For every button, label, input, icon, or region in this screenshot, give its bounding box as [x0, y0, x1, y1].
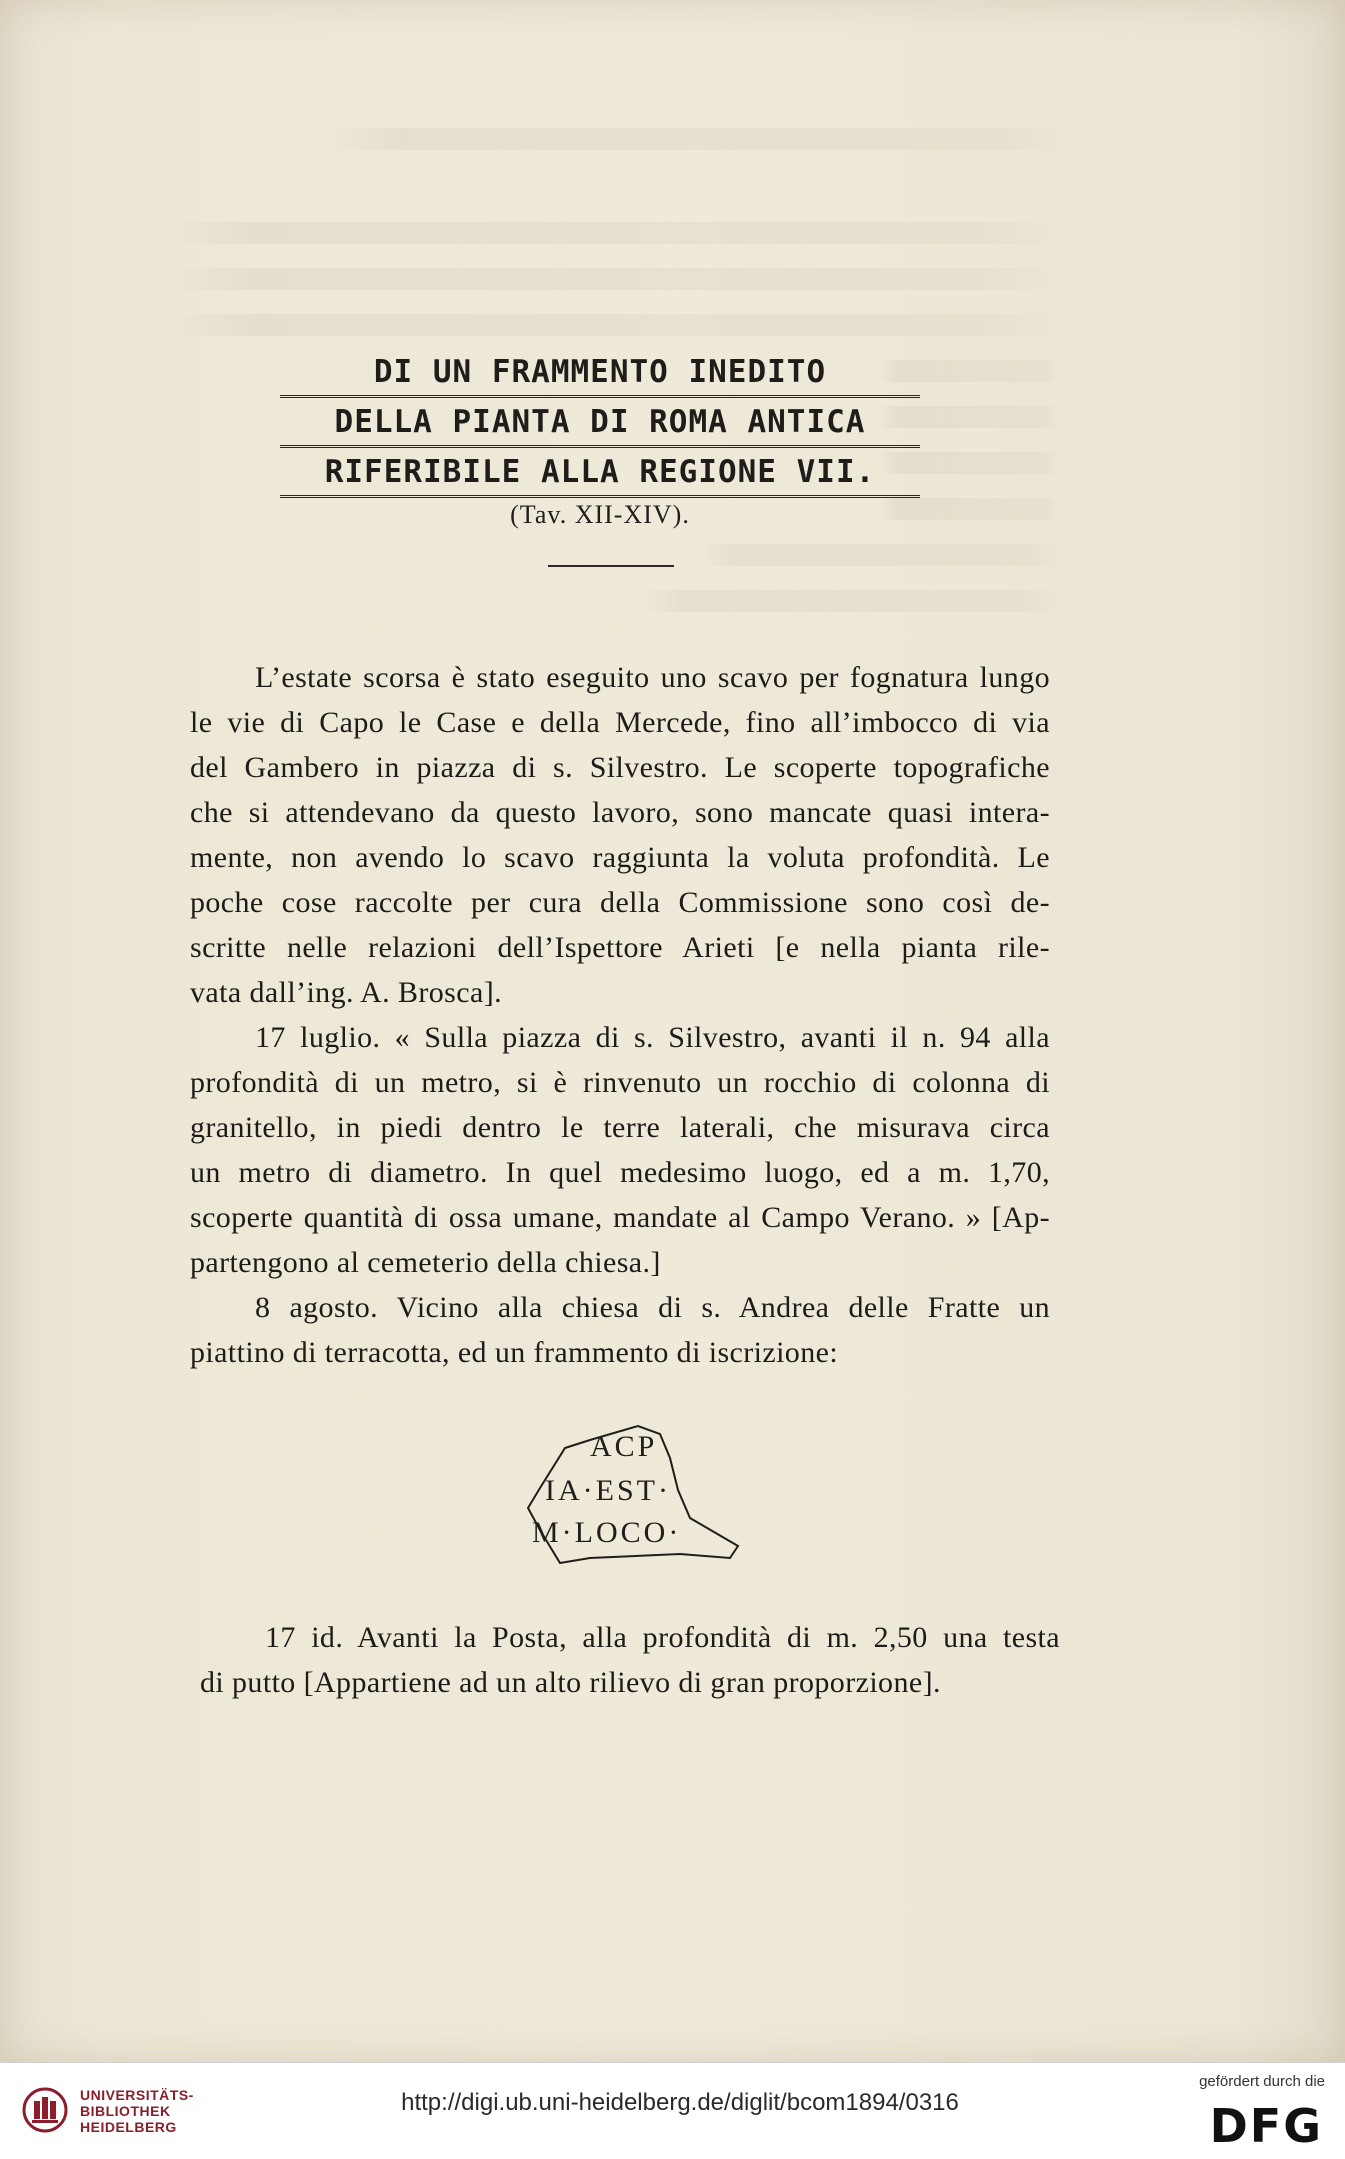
library-name: [80, 2087, 194, 2135]
text-line: granitello, in piedi dentro le terre laterali, che misurava circa: [190, 1111, 1050, 1144]
dfg-logo: DFG: [1209, 2099, 1323, 2153]
university-library-logo-icon: [22, 2087, 68, 2133]
inscription-line-2: IA·EST·: [545, 1474, 671, 1507]
article-title-line-2: DELLA PIANTA DI ROMA ANTICA: [280, 400, 920, 448]
paragraph-3: [190, 1285, 1050, 1375]
text-line: le vie di Capo le Case e della Mercede, fino all’imbocco di via: [190, 706, 1050, 739]
text-line: scoperte quantità di ossa umane, mandate al Campo Verano. » [Ap-: [190, 1201, 1050, 1234]
text-line: che si attendevano da questo lavoro, sono mancate quasi intera-: [190, 796, 1050, 829]
text-line: poche cose raccolte per cura della Commissione sono così de-: [190, 886, 1050, 919]
text-line: scritte nelle relazioni dell’Ispettore Arieti [e nella pianta rile-: [190, 931, 1050, 964]
text-line: partengono al cemeterio della chiesa.]: [190, 1246, 661, 1279]
show-through: [165, 314, 1065, 336]
library-name-line: BIBLIOTHEK: [80, 2103, 171, 2119]
inscription-line-1: ACP: [590, 1430, 658, 1463]
text-line: 17 luglio. « Sulla piazza di s. Silvestro, avanti il n. 94 alla: [255, 1021, 1050, 1054]
show-through: [700, 544, 1060, 566]
text-line: piattino di terracotta, ed un frammento di iscrizione:: [190, 1336, 839, 1369]
text-line: profondità di un metro, si è rinvenuto un rocchio di colonna di: [190, 1066, 1050, 1099]
show-through: [330, 128, 1070, 150]
text-line: di putto [Appartiene ad un alto rilievo di gran proporzione].: [200, 1666, 941, 1699]
sponsor-label: gefördert durch die: [1199, 2073, 1325, 2090]
plate-reference: (Tav. XII-XIV).: [510, 500, 690, 529]
text-line: 17 id. Avanti la Posta, alla profondità di m. 2,50 una testa: [265, 1621, 1060, 1654]
text-line: L’estate scorsa è stato eseguito uno scavo per fognatura lungo: [255, 661, 1050, 694]
paragraph-4: [200, 1615, 1060, 1705]
show-through: [165, 268, 1065, 290]
paragraph-2: [190, 1015, 1050, 1285]
text-line: un metro di diametro. In quel medesimo luogo, ed a m. 1,70,: [190, 1156, 1050, 1189]
inscription-fragment-drawing: [520, 1418, 740, 1568]
show-through: [165, 222, 1065, 244]
text-line: mente, non avendo lo scavo raggiunta la voluta profondità. Le: [190, 841, 1050, 874]
viewer-footer: [0, 2062, 1345, 2159]
inscription-line-3: M·LOCO·: [532, 1516, 682, 1549]
library-name-line: HEIDELBERG: [80, 2119, 177, 2135]
paragraph-1: [190, 655, 1050, 1015]
title-divider: [548, 565, 674, 567]
text-line: 8 agosto. Vicino alla chiesa di s. Andrea delle Fratte un: [255, 1291, 1050, 1324]
text-line: del Gambero in piazza di s. Silvestro. Le scoperte topografiche: [190, 751, 1050, 784]
article-title-line-1: DI UN FRAMMENTO INEDITO: [280, 350, 920, 398]
library-name-line: UNIVERSITÄTS-: [80, 2087, 194, 2103]
text-line: vata dall’ing. A. Brosca].: [190, 976, 502, 1009]
article-title-line-3: RIFERIBILE ALLA REGIONE VII.: [280, 450, 920, 498]
permalink-url[interactable]: http://digi.ub.uni-heidelberg.de/diglit/bcom1894/0316: [401, 2089, 959, 2116]
show-through: [640, 590, 1060, 612]
